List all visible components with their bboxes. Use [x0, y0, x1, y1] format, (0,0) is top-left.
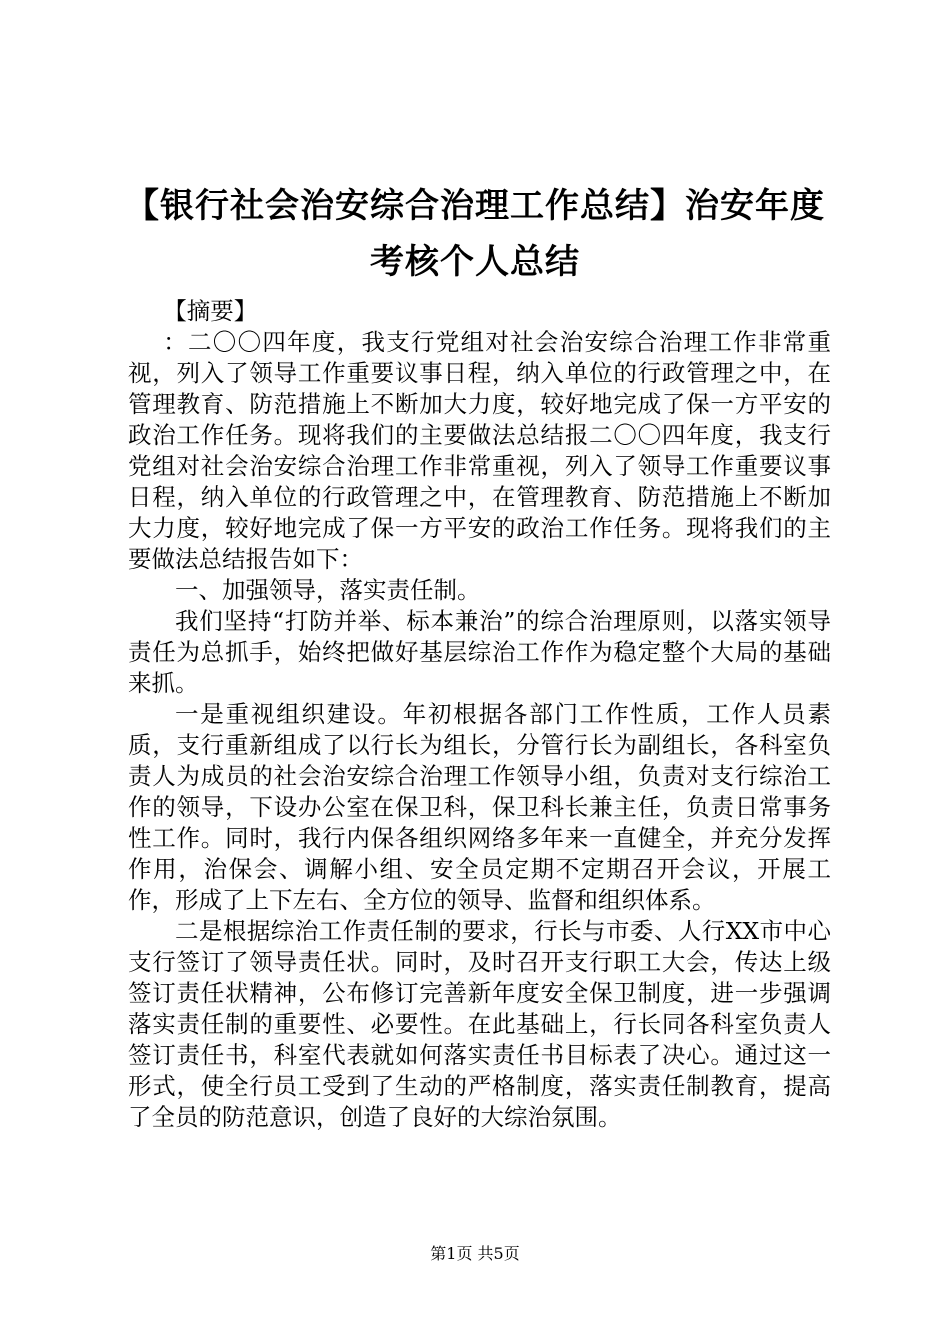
document-body	[128, 296, 831, 1133]
page-footer: 第1页 共5页	[430, 1244, 520, 1263]
section-heading: 一、加强领导，落实责任制。	[175, 576, 481, 604]
body-paragraph: 一是重视组织建设。年初根据各部门工作性质，工作人员素质，支行重新组成了以行长为组长，分管行长为副组长，各科室负责人为成员的社会治安综合治理工作领导小组，负责对支行综治工作的领导，下设办公室在保卫科，保卫科长兼主任，负责日常事务性工作。同时，我行内保各组织网络多年来一直健全，并充分发挥作用，治保会、调解小组、安全员定期不定期召开会议，开展工作，形成了上下左右、全方位的领导、监督和组织体系。	[128, 700, 831, 914]
body-paragraph: 二是根据综治工作责任制的要求，行长与市委、人行XX市中心支行签订了领导责任状。同时，及时召开支行职工大会，传达上级签订责任状精神，公布修订完善新年度安全保卫制度，进一步强调落实责任制的重要性、必要性。在此基础上，行长同各科室负责人签订责任书，科室代表就如何落实责任书目标表了决心。通过这一形式，使全行员工受到了生动的严格制度，落实责任制教育，提高了全员的防范意识，创造了良好的大综治氛围。	[128, 917, 831, 1131]
body-paragraph: 我们坚持“打防并举、标本兼治”的综合治理原则，以落实领导责任为总抓手，始终把做好基层综治工作作为稳定整个大局的基础来抓。	[128, 607, 831, 697]
abstract-label: 【摘要】	[163, 297, 258, 325]
abstract-paragraph: ：二〇〇四年度，我支行党组对社会治安综合治理工作非常重视，列入了领导工作重要议事日程，纳入单位的行政管理之中，在管理教育、防范措施上不断加大力度，较好地完成了保一方平安的政治工作任务。现将我们的主要做法总结报二〇〇四年度，我支行党组对社会治安综合治理工作非常重视，列入了领导工作重要议事日程，纳入单位的行政管理之中，在管理教育、防范措施上不断加大力度，较好地完成了保一方平安的政治工作任务。现将我们的主要做法总结报告如下：	[128, 328, 831, 573]
document-title: 【银行社会治安综合治理工作总结】治安年度考核个人总结	[125, 186, 825, 282]
